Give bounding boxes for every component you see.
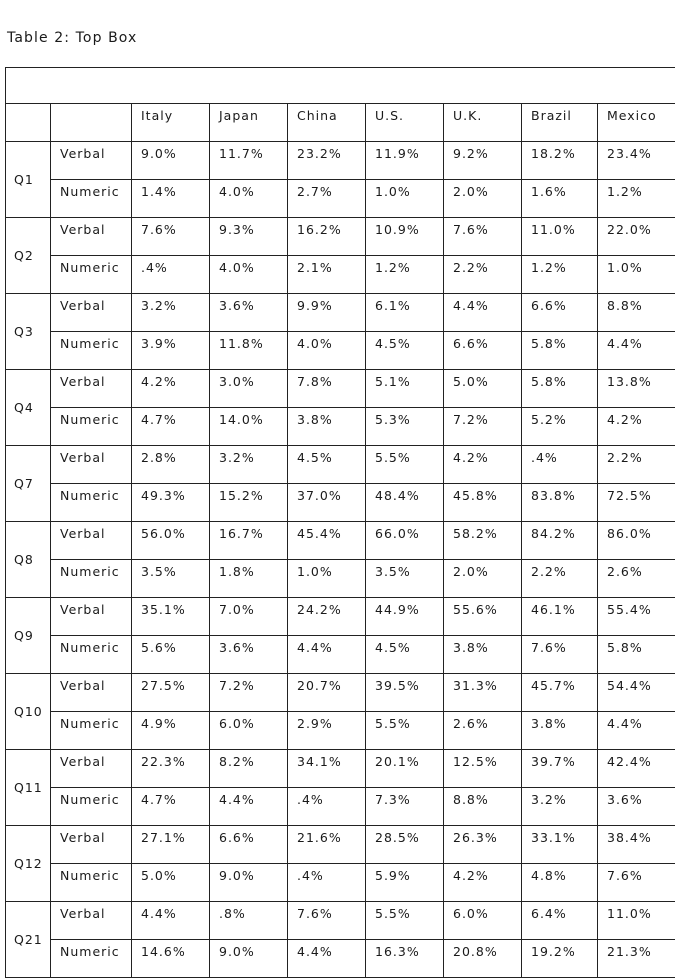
value-cell: 3.8% [444,636,522,674]
table-row [6,218,675,256]
row-type-label: Numeric [51,256,132,294]
value-cell: 3.6% [598,788,675,826]
value-cell: 58.2% [444,522,522,560]
column-header-uk: U.K. [444,104,522,142]
value-cell: 5.9% [366,864,444,902]
value-cell: 38.4% [598,826,675,864]
row-type-label: Verbal [51,370,132,408]
value-cell: 7.6% [598,864,675,902]
row-type-label: Numeric [51,332,132,370]
value-cell: 6.1% [366,294,444,332]
value-cell: 4.0% [210,180,288,218]
value-cell: 7.6% [132,218,210,256]
value-cell: .4% [132,256,210,294]
table-row [6,560,675,598]
value-cell: 72.5% [598,484,675,522]
value-cell: 55.6% [444,598,522,636]
value-cell: 28.5% [366,826,444,864]
value-cell: 8.8% [444,788,522,826]
value-cell: 11.9% [366,142,444,180]
value-cell: 39.7% [522,750,598,788]
row-type-label: Verbal [51,750,132,788]
value-cell: 11.8% [210,332,288,370]
table-row [6,180,675,218]
table-row [6,408,675,446]
value-cell: 24.2% [288,598,366,636]
value-cell: 14.6% [132,940,210,978]
column-header-brazil: Brazil [522,104,598,142]
value-cell: 5.5% [366,902,444,940]
value-cell: 6.0% [444,902,522,940]
value-cell: 11.0% [598,902,675,940]
value-cell: 33.1% [522,826,598,864]
value-cell: 4.5% [366,332,444,370]
value-cell: 19.2% [522,940,598,978]
value-cell: 20.7% [288,674,366,712]
table-row [6,370,675,408]
value-cell: 3.5% [132,560,210,598]
value-cell: 9.0% [132,142,210,180]
column-header-mexico: Mexico [598,104,675,142]
value-cell: 16.3% [366,940,444,978]
value-cell: 13.8% [598,370,675,408]
value-cell: 4.7% [132,788,210,826]
value-cell: 2.6% [598,560,675,598]
value-cell: 46.1% [522,598,598,636]
value-cell: 20.8% [444,940,522,978]
value-cell: 1.0% [598,256,675,294]
value-cell: .4% [522,446,598,484]
value-cell: 45.7% [522,674,598,712]
value-cell: 4.4% [210,788,288,826]
value-cell: 14.0% [210,408,288,446]
value-cell: 35.1% [132,598,210,636]
question-label: Q12 [6,826,51,902]
value-cell: 2.7% [288,180,366,218]
row-type-label: Numeric [51,864,132,902]
value-cell: 3.6% [210,636,288,674]
value-cell: 7.6% [522,636,598,674]
row-type-label: Verbal [51,826,132,864]
value-cell: 4.4% [598,712,675,750]
question-label: Q21 [6,902,51,978]
question-label: Q3 [6,294,51,370]
corner-cell [6,104,51,142]
value-cell: 4.0% [288,332,366,370]
value-cell: .4% [288,788,366,826]
value-cell: 4.9% [132,712,210,750]
value-cell: 4.4% [444,294,522,332]
row-type-label: Numeric [51,560,132,598]
value-cell: 44.9% [366,598,444,636]
value-cell: 45.8% [444,484,522,522]
table-row [6,674,675,712]
row-type-label: Numeric [51,636,132,674]
value-cell: 9.9% [288,294,366,332]
value-cell: 4.4% [598,332,675,370]
value-cell: 2.2% [522,560,598,598]
table-row [6,256,675,294]
table-row [6,750,675,788]
question-label: Q10 [6,674,51,750]
value-cell: 26.3% [444,826,522,864]
value-cell: 6.6% [444,332,522,370]
value-cell: .8% [210,902,288,940]
value-cell: 1.0% [288,560,366,598]
value-cell: 2.1% [288,256,366,294]
value-cell: 4.2% [444,446,522,484]
column-header-japan: Japan [210,104,288,142]
row-type-label: Verbal [51,674,132,712]
value-cell: 7.6% [288,902,366,940]
value-cell: 8.8% [598,294,675,332]
table-title-row [6,68,675,104]
value-cell: 34.1% [288,750,366,788]
value-cell: 16.2% [288,218,366,256]
row-type-label: Numeric [51,408,132,446]
value-cell: 4.4% [288,636,366,674]
value-cell: 1.4% [132,180,210,218]
table-row [6,446,675,484]
value-cell: 15.2% [210,484,288,522]
table-caption: Table 2: Top Box [7,30,137,46]
value-cell: 1.2% [522,256,598,294]
question-label: Q7 [6,446,51,522]
value-cell: 22.0% [598,218,675,256]
value-cell: 21.3% [598,940,675,978]
value-cell: 39.5% [366,674,444,712]
value-cell: 1.8% [210,560,288,598]
value-cell: 5.0% [132,864,210,902]
value-cell: 7.2% [210,674,288,712]
table-row [6,902,675,940]
table-row [6,142,675,180]
value-cell: 27.1% [132,826,210,864]
row-type-label: Numeric [51,180,132,218]
row-type-label: Verbal [51,902,132,940]
row-type-label: Verbal [51,142,132,180]
value-cell: 48.4% [366,484,444,522]
value-cell: 5.1% [366,370,444,408]
value-cell: 4.8% [522,864,598,902]
value-cell: 5.3% [366,408,444,446]
value-cell: 3.6% [210,294,288,332]
row-type-label: Verbal [51,218,132,256]
value-cell: 3.2% [522,788,598,826]
value-cell: 23.2% [288,142,366,180]
column-header-china: China [288,104,366,142]
top-box-table [5,67,675,978]
value-cell: 9.3% [210,218,288,256]
value-cell: 9.2% [444,142,522,180]
value-cell: 5.0% [444,370,522,408]
value-cell: 12.5% [444,750,522,788]
value-cell: 3.9% [132,332,210,370]
table-row [6,826,675,864]
value-cell: 3.5% [366,560,444,598]
value-cell: 83.8% [522,484,598,522]
value-cell: 4.2% [444,864,522,902]
value-cell: 55.4% [598,598,675,636]
table-row [6,598,675,636]
value-cell: 5.5% [366,712,444,750]
row-type-label: Verbal [51,294,132,332]
value-cell: 49.3% [132,484,210,522]
value-cell: 3.8% [522,712,598,750]
value-cell: 37.0% [288,484,366,522]
value-cell: 6.6% [210,826,288,864]
value-cell: 4.4% [132,902,210,940]
table-row [6,940,675,978]
row-type-header-cell [51,104,132,142]
value-cell: 21.6% [288,826,366,864]
column-header-us: U.S. [366,104,444,142]
value-cell: 7.0% [210,598,288,636]
value-cell: 45.4% [288,522,366,560]
value-cell: 6.0% [210,712,288,750]
row-type-label: Verbal [51,446,132,484]
value-cell: 1.0% [366,180,444,218]
column-header-italy: Italy [132,104,210,142]
table-row [6,864,675,902]
empty-title-cell [6,68,675,104]
value-cell: 23.4% [598,142,675,180]
value-cell: 54.4% [598,674,675,712]
value-cell: 1.2% [598,180,675,218]
question-label: Q8 [6,522,51,598]
row-type-label: Numeric [51,940,132,978]
column-header-row [6,104,675,142]
value-cell: 9.0% [210,864,288,902]
value-cell: 84.2% [522,522,598,560]
value-cell: 86.0% [598,522,675,560]
value-cell: 20.1% [366,750,444,788]
value-cell: 2.2% [444,256,522,294]
value-cell: 4.5% [288,446,366,484]
value-cell: 3.0% [210,370,288,408]
question-label: Q2 [6,218,51,294]
value-cell: 8.2% [210,750,288,788]
value-cell: 3.2% [132,294,210,332]
value-cell: 4.7% [132,408,210,446]
value-cell: 2.9% [288,712,366,750]
value-cell: 42.4% [598,750,675,788]
value-cell: 2.0% [444,560,522,598]
table-row [6,636,675,674]
value-cell: 7.6% [444,218,522,256]
row-type-label: Numeric [51,484,132,522]
value-cell: 27.5% [132,674,210,712]
value-cell: 22.3% [132,750,210,788]
value-cell: 16.7% [210,522,288,560]
value-cell: 5.5% [366,446,444,484]
value-cell: 66.0% [366,522,444,560]
value-cell: 5.8% [598,636,675,674]
row-type-label: Numeric [51,712,132,750]
value-cell: 10.9% [366,218,444,256]
value-cell: 4.2% [132,370,210,408]
value-cell: 6.4% [522,902,598,940]
question-label: Q9 [6,598,51,674]
value-cell: 18.2% [522,142,598,180]
value-cell: 5.8% [522,332,598,370]
table-row [6,712,675,750]
table-row [6,522,675,560]
value-cell: 2.8% [132,446,210,484]
value-cell: 5.6% [132,636,210,674]
value-cell: 11.0% [522,218,598,256]
table-row [6,484,675,522]
value-cell: 7.3% [366,788,444,826]
value-cell: 4.4% [288,940,366,978]
value-cell: 5.8% [522,370,598,408]
value-cell: 11.7% [210,142,288,180]
table-row [6,332,675,370]
value-cell: 1.2% [366,256,444,294]
value-cell: 3.2% [210,446,288,484]
value-cell: 4.0% [210,256,288,294]
table-row [6,294,675,332]
value-cell: 31.3% [444,674,522,712]
row-type-label: Verbal [51,598,132,636]
table-row [6,788,675,826]
question-label: Q4 [6,370,51,446]
value-cell: 2.0% [444,180,522,218]
value-cell: 4.2% [598,408,675,446]
value-cell: 6.6% [522,294,598,332]
question-label: Q11 [6,750,51,826]
value-cell: .4% [288,864,366,902]
value-cell: 3.8% [288,408,366,446]
value-cell: 2.2% [598,446,675,484]
row-type-label: Numeric [51,788,132,826]
row-type-label: Verbal [51,522,132,560]
value-cell: 4.5% [366,636,444,674]
value-cell: 7.2% [444,408,522,446]
value-cell: 7.8% [288,370,366,408]
value-cell: 2.6% [444,712,522,750]
value-cell: 5.2% [522,408,598,446]
value-cell: 9.0% [210,940,288,978]
question-label: Q1 [6,142,51,218]
value-cell: 1.6% [522,180,598,218]
value-cell: 56.0% [132,522,210,560]
